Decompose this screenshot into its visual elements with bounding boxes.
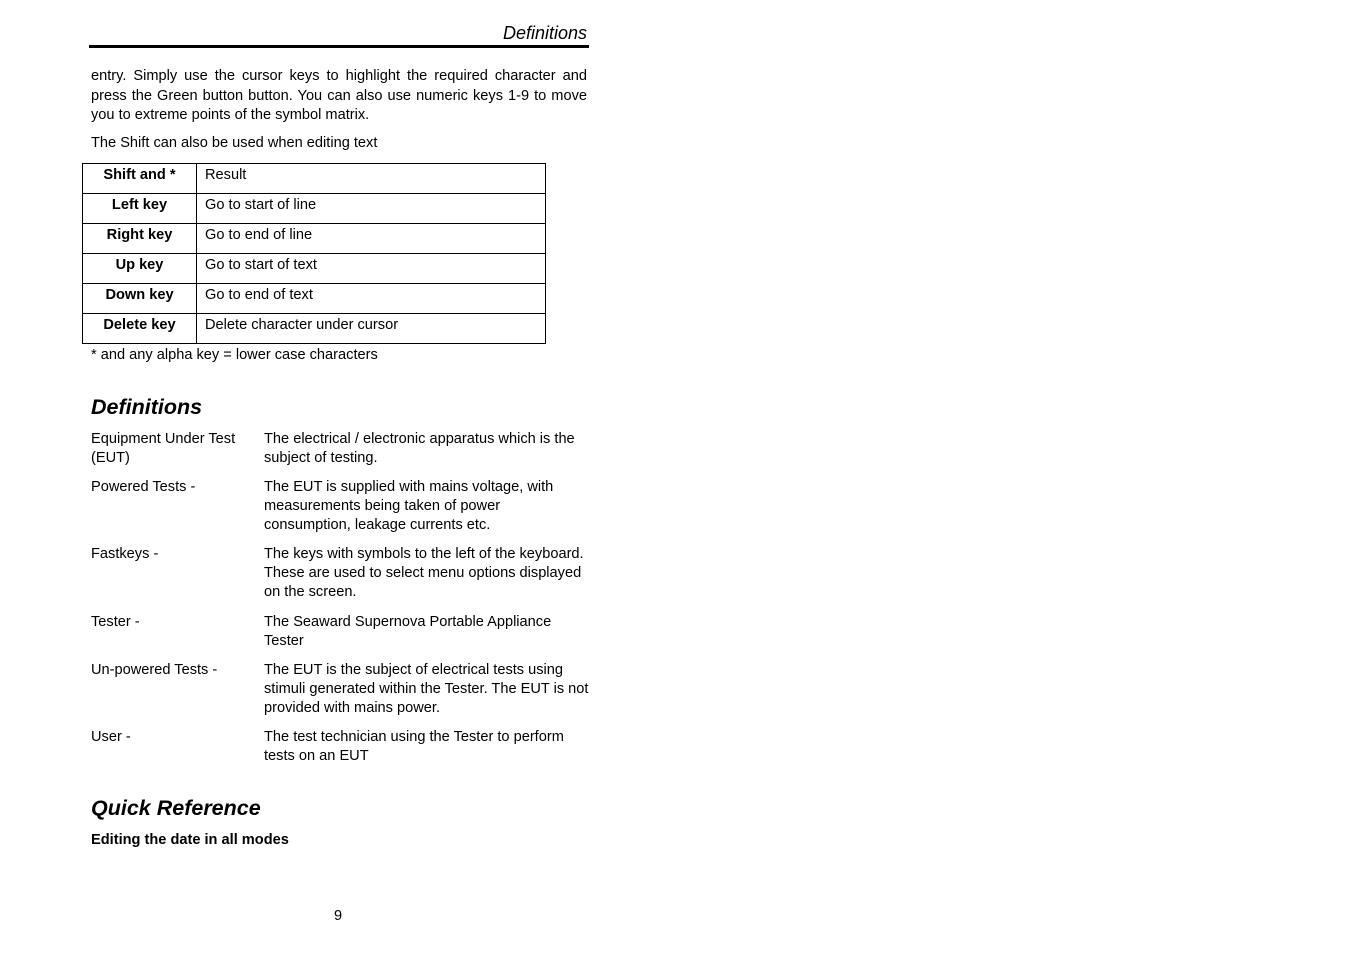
definition-description: The keys with symbols to the left of the keyboard. These are used to select menu options displayed on the screen. [264, 546, 584, 600]
key-cell: Left key [83, 194, 197, 224]
table-row [83, 194, 546, 224]
page-number: 9 [333, 908, 343, 924]
definitions-heading: Definitions [91, 395, 203, 419]
key-cell: Delete key [83, 314, 197, 344]
table-row [83, 314, 546, 344]
result-cell: Go to end of text [197, 284, 546, 314]
result-cell: Result [197, 164, 546, 194]
shift-key-table [82, 163, 546, 344]
intro-paragraph: entry. Simply use the cursor keys to highlight the required character and press the Green button button. You can also use numeric keys 1-9 to move you to extreme points of the symbol matrix. [91, 68, 587, 123]
definition-description: The electrical / electronic apparatus which is the subject of testing. [264, 431, 575, 466]
definition-term: Tester - [91, 614, 140, 630]
definition-description: The Seaward Supernova Portable Appliance Tester [264, 614, 552, 649]
table-row [83, 224, 546, 254]
definition-description: The test technician using the Tester to perform tests on an EUT [264, 729, 564, 764]
definition-term: Un-powered Tests - [91, 662, 218, 678]
table-row [83, 284, 546, 314]
result-cell: Go to start of text [197, 254, 546, 284]
definition-description: The EUT is supplied with mains voltage, with measurements being taken of power consumption, leakage currents etc. [264, 479, 554, 533]
key-cell: Right key [83, 224, 197, 254]
key-cell: Up key [83, 254, 197, 284]
header-rule [89, 45, 589, 48]
result-cell: Go to start of line [197, 194, 546, 224]
quick-reference-subheading: Editing the date in all modes [91, 832, 289, 848]
result-cell: Go to end of line [197, 224, 546, 254]
definition-description: The EUT is the subject of electrical tests using stimuli generated within the Tester. The EUT is not provided with mains power. [264, 662, 589, 716]
quick-reference-heading: Quick Reference [91, 796, 261, 820]
running-header: Definitions [502, 23, 587, 43]
definition-term: Equipment Under Test (EUT) [91, 431, 236, 466]
key-cell: Down key [83, 284, 197, 314]
definition-term: Fastkeys - [91, 546, 159, 562]
definition-term: User - [91, 729, 131, 745]
table-row [83, 254, 546, 284]
alpha-note: * and any alpha key = lower case characters [91, 347, 378, 363]
definition-term: Powered Tests - [91, 479, 196, 495]
shift-note: The Shift can also be used when editing text [91, 135, 378, 151]
table-row [83, 164, 546, 194]
key-cell: Shift and * [83, 164, 197, 194]
result-cell: Delete character under cursor [197, 314, 546, 344]
